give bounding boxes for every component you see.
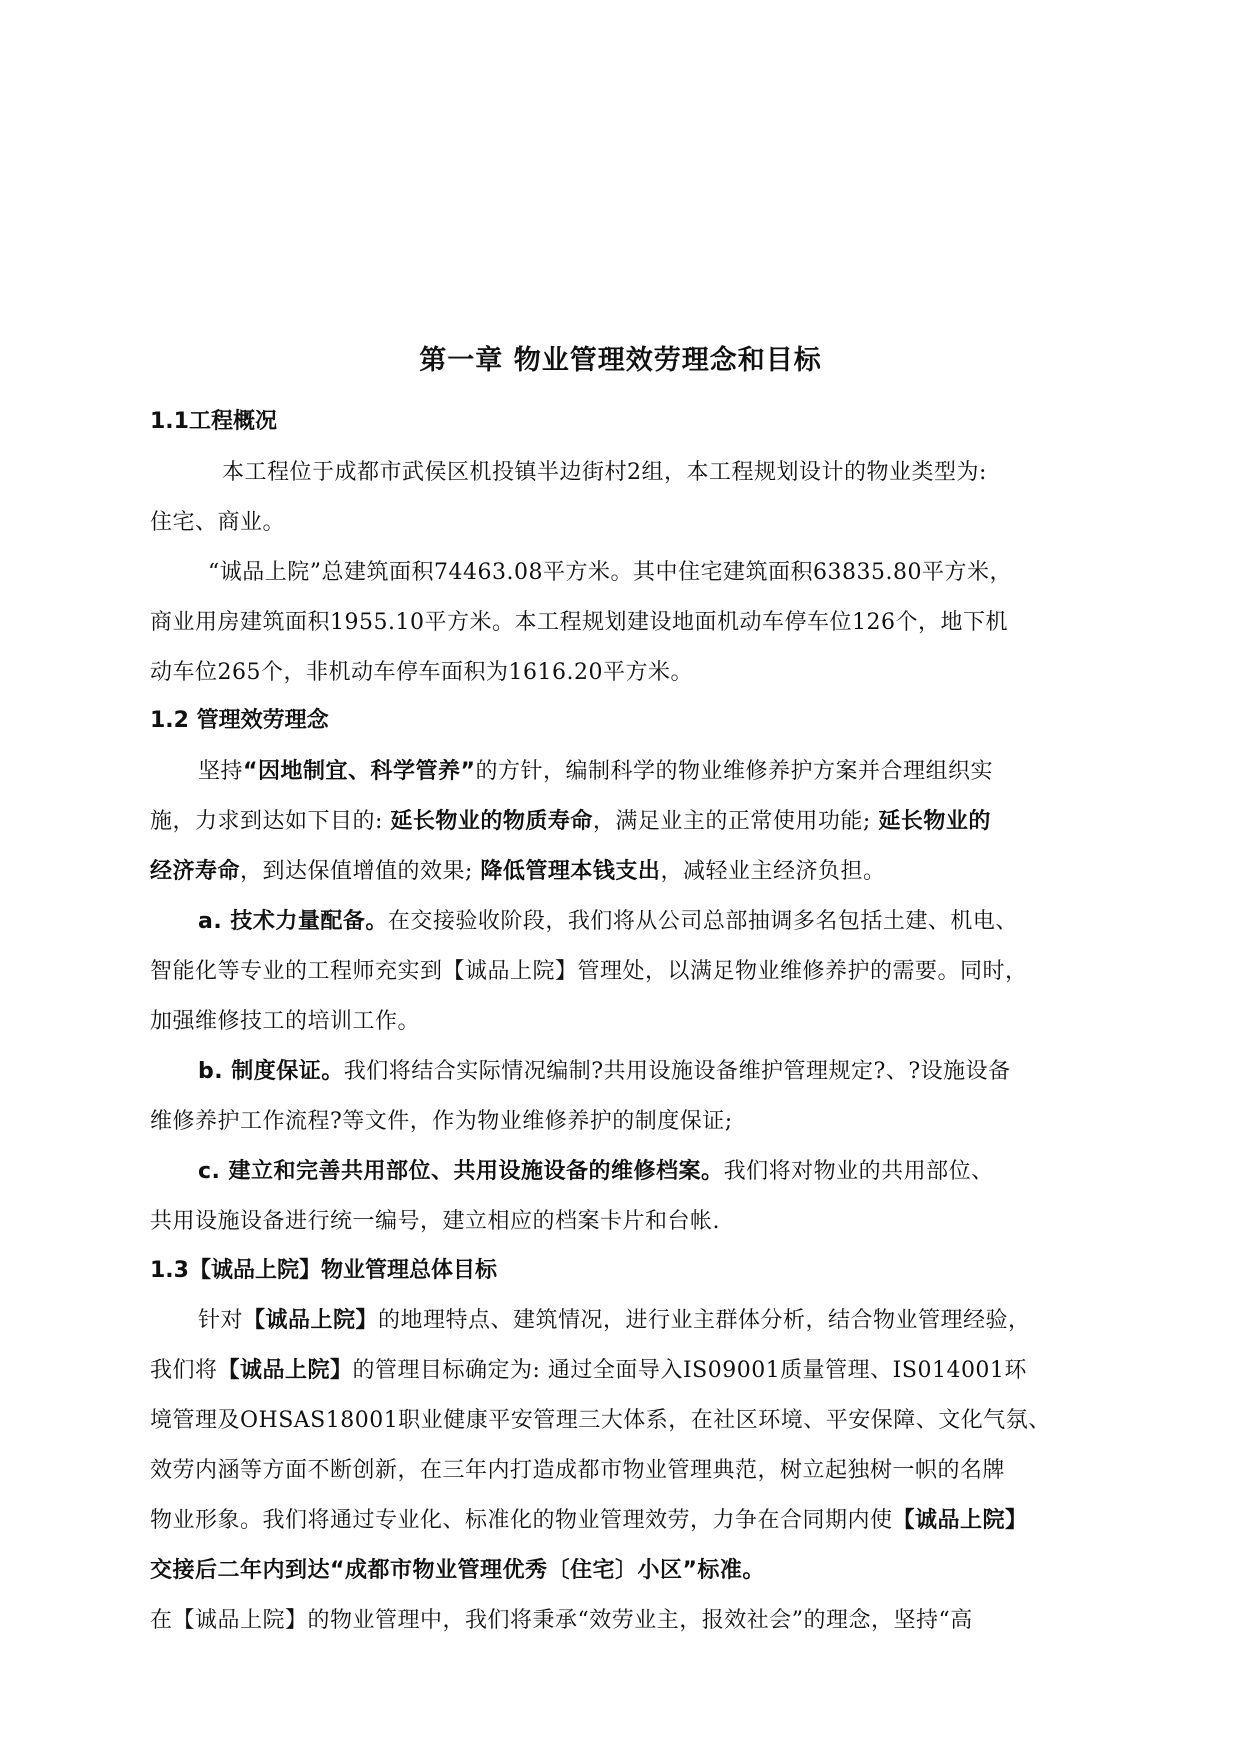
text-run: 在交接验收阶段，我们将从公司总部抽调多名包括土建、机电、 xyxy=(387,909,1018,934)
list-item-b xyxy=(198,1054,1011,1085)
paragraph-line: 动车位265个，非机动车停车面积为1616.20平方米。 xyxy=(150,660,693,685)
paragraph-line: “诚品上院”总建筑面积74463.08平方米。其中住宅建筑面积63835.80平方米， xyxy=(208,560,1012,585)
paragraph-line: 住宅、商业。 xyxy=(150,510,286,535)
paragraph-line: 智能化等专业的工程师充实到【诚品上院】管理处，以满足物业维修养护的需要。同时， xyxy=(150,959,1028,984)
text-run: ，满足业主的正常使用功能; xyxy=(592,809,879,834)
section-heading-1-3: 1.3【诚品上院】物业管理总体目标 xyxy=(150,1258,497,1283)
emphasis-text: 【诚品上院】 xyxy=(892,1508,1028,1533)
paragraph-line xyxy=(150,804,991,835)
paragraph-line: 效劳内涵等方面不断创新，在三年内打造成都市物业管理典范，树立起独树一帜的名牌 xyxy=(150,1458,1006,1483)
paragraph-line xyxy=(198,754,993,785)
emphasis-text: 延长物业的 xyxy=(878,809,991,834)
text-run: 我们将结合实际情况编制?共用设施设备维护管理规定?、?设施设备 xyxy=(343,1059,1011,1084)
chapter-title: 第一章 物业管理效劳理念和目标 xyxy=(419,345,822,376)
list-item-title: c. 建立和完善共用部位、共用设施设备的维修档案。 xyxy=(198,1159,724,1184)
emphasis-text: 交接后二年内到达“成都市物业管理优秀〔住宅〕小区”标准。 xyxy=(150,1558,765,1583)
paragraph-line: 加强维修技工的培训工作。 xyxy=(150,1009,421,1034)
paragraph-line xyxy=(150,854,885,885)
emphasis-text: 【诚品上院】 xyxy=(243,1308,379,1333)
paragraph-line: 在【诚品上院】的物业管理中，我们将秉承“效劳业主，报效社会”的理念，坚持“高 xyxy=(150,1608,973,1633)
list-item-title: b. 制度保证。 xyxy=(198,1059,344,1084)
list-item-c xyxy=(198,1154,994,1185)
text-run: 物业形象。我们将通过专业化、标准化的物业管理效劳，力争在合同期内使 xyxy=(150,1508,893,1533)
paragraph-line: 共用设施设备进行统一编号，建立相应的档案卡片和台帐. xyxy=(150,1209,720,1234)
emphasis-text: 经济寿命 xyxy=(150,859,241,884)
emphasis-text: 【诚品上院】 xyxy=(217,1358,353,1383)
text-run: 针对 xyxy=(198,1308,244,1333)
list-item-a xyxy=(198,904,1018,935)
paragraph-line xyxy=(150,1353,1027,1384)
paragraph-line: 商业用房建筑面积1955.10平方米。本工程规划建设地面机动车停车位126个，地下机 xyxy=(150,610,1008,635)
paragraph-line: 本工程位于成都市武侯区机投镇半边街村2组，本工程规划设计的物业类型为: xyxy=(222,460,987,485)
text-run: 我们将对物业的共用部位、 xyxy=(723,1159,994,1184)
paragraph-line: 维修养护工作流程?等文件，作为物业维修养护的制度保证; xyxy=(150,1109,733,1134)
text-run: ，减轻业主经济负担。 xyxy=(660,859,886,884)
text-run: 的方针，编制科学的物业维修养护方案并合理组织实 xyxy=(475,759,993,784)
paragraph-line: 境管理及OHSAS18001职业健康平安管理三大体系，在社区环境、平安保障、文化气氛、 xyxy=(150,1408,1051,1433)
section-heading-1-2: 1.2 管理效劳理念 xyxy=(150,708,329,733)
emphasis-text: 降低管理本钱支出 xyxy=(480,859,661,884)
paragraph-line xyxy=(150,1553,765,1584)
paragraph-line xyxy=(150,1503,1028,1534)
section-heading-1-1: 1.1工程概况 xyxy=(150,409,277,434)
emphasis-text: “因地制宜、科学管养” xyxy=(243,759,476,784)
text-run: 我们将 xyxy=(150,1358,218,1383)
emphasis-text: 延长物业的物质寿命 xyxy=(390,809,593,834)
paragraph-line xyxy=(198,1303,1031,1334)
text-run: 的管理目标确定为: 通过全面导入IS09001质量管理、IS014001环 xyxy=(352,1358,1027,1383)
text-run: ，到达保值增值的效果; xyxy=(240,859,481,884)
text-run: 的地理特点、建筑情况，进行业主群体分析，结合物业管理经验， xyxy=(378,1308,1031,1333)
text-run: 施，力求到达如下目的: xyxy=(150,809,391,834)
list-item-title: a. 技术力量配备。 xyxy=(198,909,388,934)
text-run: 坚持 xyxy=(198,759,244,784)
